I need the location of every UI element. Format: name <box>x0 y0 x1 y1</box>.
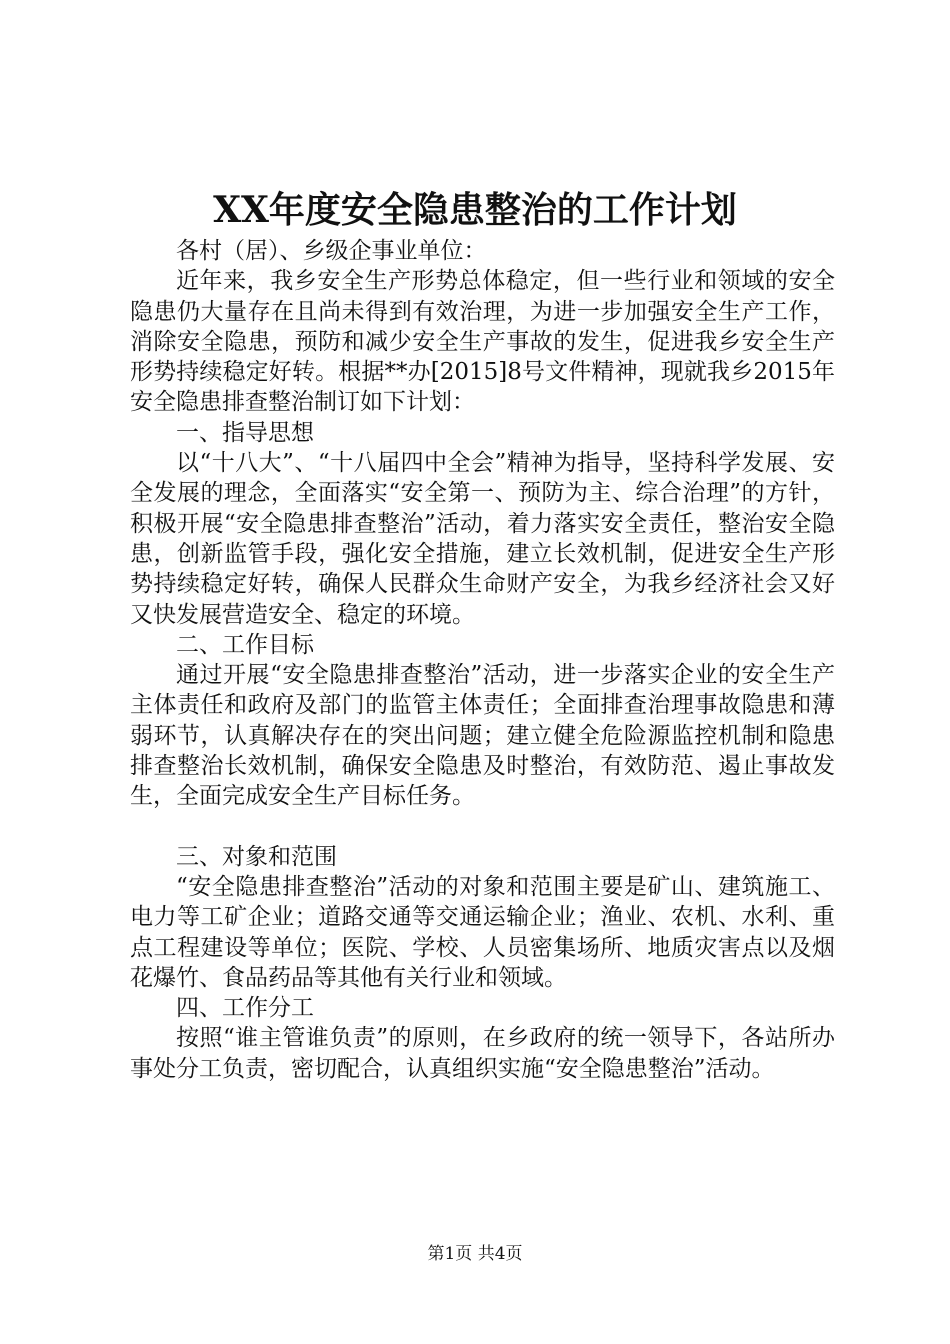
section-text-work-goals: 通过开展“安全隐患排查整治”活动，进一步落实企业的安全生产主体责任和政府及部门的监管主体责任；全面排查治理事故隐患和薄弱环节，认真解决存在的突出问题；建立健全危险源监控机制和隐患排查整治长效机制，确保安全隐患及时整治，有效防范、遏止事故发生，全面完成安全生产目标任务。 <box>130 662 835 810</box>
section-heading-targets-scope: 三、对象和范围 <box>176 843 337 870</box>
section-heading-guiding-ideology: 一、指导思想 <box>176 419 314 446</box>
salutation: 各村（居）、乡级企事业单位： <box>176 238 487 264</box>
section-text-targets-scope: “安全隐患排查整治”活动的对象和范围主要是矿山、建筑施工、电力等工矿企业；道路交通等交通运输企业；渔业、农机、水利、重点工程建设等单位；医院、学校、人员密集场所、地质灾害点以及烟花爆竹、食品药品等其他有关行业和领域。 <box>130 873 835 991</box>
document-title: XX年度安全隐患整治的工作计划 <box>213 189 737 231</box>
intro-paragraph: 近年来，我乡安全生产形势总体稳定，但一些行业和领域的安全隐患仍大量存在且尚未得到有效治理，为进一步加强安全生产工作，消除安全隐患，预防和减少安全生产事故的发生，促进我乡安全生产形势持续稳定好转。根据**办[2015]8号文件精神，现就我乡2015年安全隐患排查整治制订如下计划： <box>130 268 835 416</box>
section-text-division-of-work: 按照“谁主管谁负责”的原则，在乡政府的统一领导下，各站所办事处分工负责，密切配合，认真组织实施“安全隐患整治”活动。 <box>130 1025 835 1082</box>
page-footer: 第1页 共4页 <box>427 1244 523 1264</box>
section-heading-work-goals: 二、工作目标 <box>176 631 314 658</box>
section-text-guiding-ideology: 以“十八大”、“十八届四中全会”精神为指导，坚持科学发展、安全发展的理念，全面落实“安全第一、预防为主、综合治理”的方针，积极开展“安全隐患排查整治”活动，着力落实安全责任，整治安全隐患，创新监管手段，强化安全措施，建立长效机制，促进安全生产形势持续稳定好转，确保人民群众生命财产安全，为我乡经济社会又好又快发展营造安全、稳定的环境。 <box>130 450 835 628</box>
section-heading-division-of-work: 四、工作分工 <box>176 995 314 1022</box>
document-body <box>130 236 835 1084</box>
